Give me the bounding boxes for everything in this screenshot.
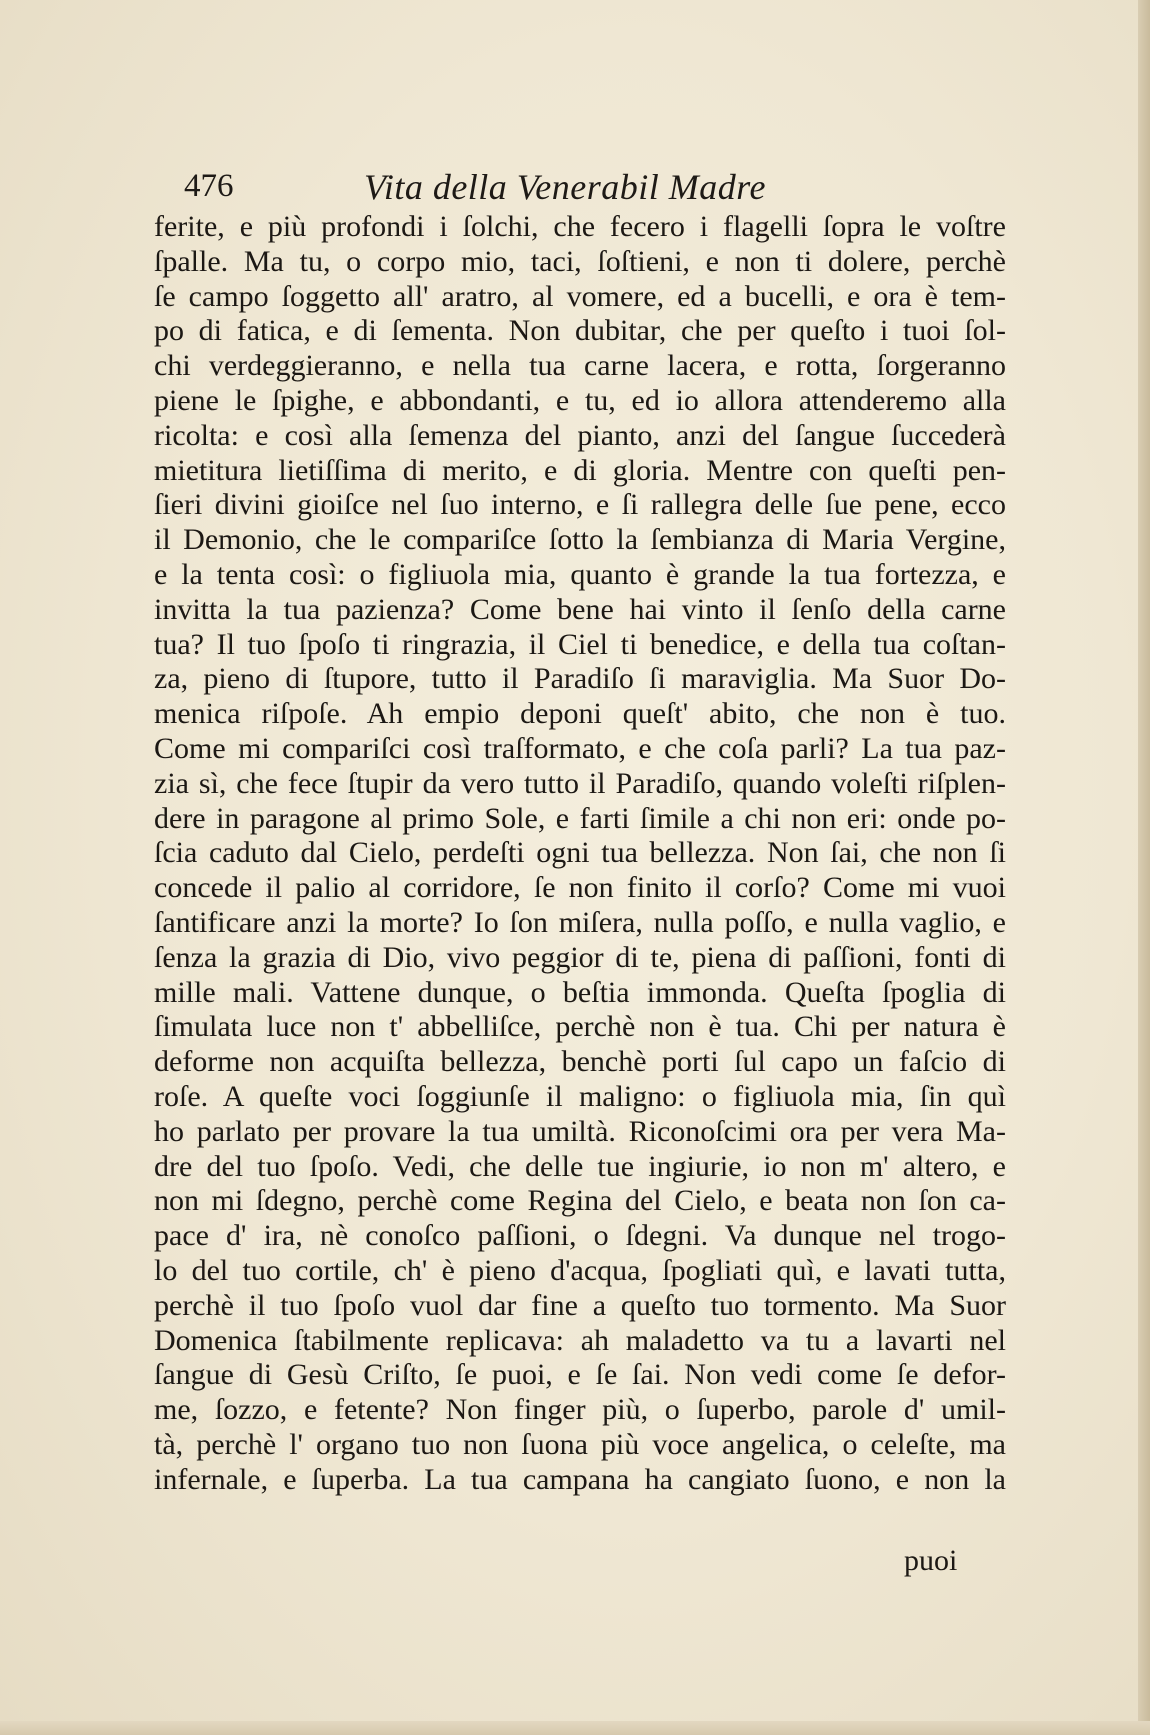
text-line: tà, perchè l' organo tuo non ſuona più voce angelica, o celeſte, ma xyxy=(154,1427,1006,1461)
text-line: pace d' ira, nè conoſco paſſioni, o ſdegni. Va dunque nel trogo- xyxy=(154,1219,1006,1253)
body-text xyxy=(154,210,1006,1497)
text-line: ſpalle. Ma tu, o corpo mio, taci, ſoſtieni, e non ti dolere, perchè xyxy=(154,244,1006,278)
text-line: concede il palio al corridore, ſe non finito il corſo? Come mi vuoi xyxy=(154,871,1006,905)
text-line: ſimulata luce non t' abbelliſce, perchè non è tua. Chi per natura è xyxy=(154,1010,1006,1044)
text-line: infernale, e ſuperba. La tua campana ha cangiato ſuono, e non la xyxy=(154,1462,1006,1496)
text-line: roſe. A queſte voci ſoggiunſe il maligno: o figliuola mia, ſin quì xyxy=(154,1079,1006,1113)
text-line: e la tenta così: o figliuola mia, quanto è grande la tua fortezza, e xyxy=(154,557,1006,591)
text-line: mietitura lietiſſima di merito, e di gloria. Mentre con queſti pen- xyxy=(154,453,1006,487)
text-line: zia sì, che fece ſtupir da vero tutto il Paradiſo, quando voleſti riſplen- xyxy=(154,766,1006,800)
text-line: menica riſpoſe. Ah empio deponi queſt' abito, che non è tuo. xyxy=(154,697,1006,731)
running-title: Vita della Venerabil Madre xyxy=(364,167,766,207)
text-line: dere in paragone al primo Sole, e farti ſimile a chi non eri: onde po- xyxy=(154,801,1006,835)
text-line: Domenica ſtabilmente replicava: ah maladetto va tu a lavarti nel xyxy=(154,1323,1006,1357)
text-line: Come mi compariſci così traſformato, e che coſa parli? La tua paz- xyxy=(154,731,1006,765)
text-line: za, pieno di ſtupore, tutto il Paradiſo ſi maraviglia. Ma Suor Do- xyxy=(154,662,1006,696)
text-line: tua? Il tuo ſpoſo ti ringrazia, il Ciel ti benedice, e della tua coſtan- xyxy=(154,627,1006,661)
text-line: ſangue di Gesù Criſto, ſe puoi, e ſe ſai. Non vedi come ſe defor- xyxy=(154,1358,1006,1392)
page-number: 476 xyxy=(184,168,234,204)
text-line: non mi ſdegno, perchè come Regina del Cielo, e beata non ſon ca- xyxy=(154,1184,1006,1218)
text-line: ſieri divini gioiſce nel ſuo interno, e ſi rallegra delle ſue pene, ecco xyxy=(154,488,1006,522)
text-line: ſenza la grazia di Dio, vivo peggior di te, piena di paſſioni, fonti di xyxy=(154,940,1006,974)
page-edge-right xyxy=(1138,0,1150,1735)
text-line: ſe campo ſoggetto all' aratro, al vomere, ed a bucelli, e ora è tem- xyxy=(154,279,1006,313)
text-line: me, ſozzo, e fetente? Non finger più, o ſuperbo, parole d' umil- xyxy=(154,1393,1006,1427)
text-line: dre del tuo ſpoſo. Vedi, che delle tue ingiurie, io non m' altero, e xyxy=(154,1149,1006,1183)
text-line: deforme non acquiſta bellezza, benchè porti ſul capo un faſcio di xyxy=(154,1045,1006,1079)
text-line: ricolta: e così alla ſemenza del pianto, anzi del ſangue ſuccederà xyxy=(154,418,1006,452)
text-line: ſantificare anzi la morte? Io ſon miſera, nulla poſſo, e nulla vaglio, e xyxy=(154,905,1006,939)
text-line: chi verdeggieranno, e nella tua carne lacera, e rotta, ſorgeranno xyxy=(154,349,1006,383)
text-line: lo del tuo cortile, ch' è pieno d'acqua, ſpogliati quì, e lavati tutta, xyxy=(154,1253,1006,1287)
text-line: po di fatica, e di ſementa. Non dubitar, che per queſto i tuoi ſol- xyxy=(154,314,1006,348)
catchword: puoi xyxy=(904,1544,958,1577)
text-line: ferite, e più profondi i ſolchi, che fecero i flagelli ſopra le voſtre xyxy=(154,210,1006,243)
text-line: il Demonio, che le compariſce ſotto la ſembianza di Maria Vergine, xyxy=(154,523,1006,557)
text-line: piene le ſpighe, e abbondanti, e tu, ed io allora attenderemo alla xyxy=(154,383,1006,417)
text-line: ho parlato per provare la tua umiltà. Riconoſcimi ora per vera Ma- xyxy=(154,1114,1006,1148)
text-line: ſcia caduto dal Cielo, perdeſti ogni tua bellezza. Non ſai, che non ſi xyxy=(154,836,1006,870)
text-line: mille mali. Vattene dunque, o beſtia immonda. Queſta ſpoglia di xyxy=(154,975,1006,1009)
page-header xyxy=(184,162,1014,210)
text-line: perchè il tuo ſpoſo vuol dar fine a queſto tuo tormento. Ma Suor xyxy=(154,1288,1006,1322)
page-edge-bottom xyxy=(0,1721,1150,1735)
text-line: invitta la tua pazienza? Come bene hai vinto il ſenſo della carne xyxy=(154,592,1006,626)
